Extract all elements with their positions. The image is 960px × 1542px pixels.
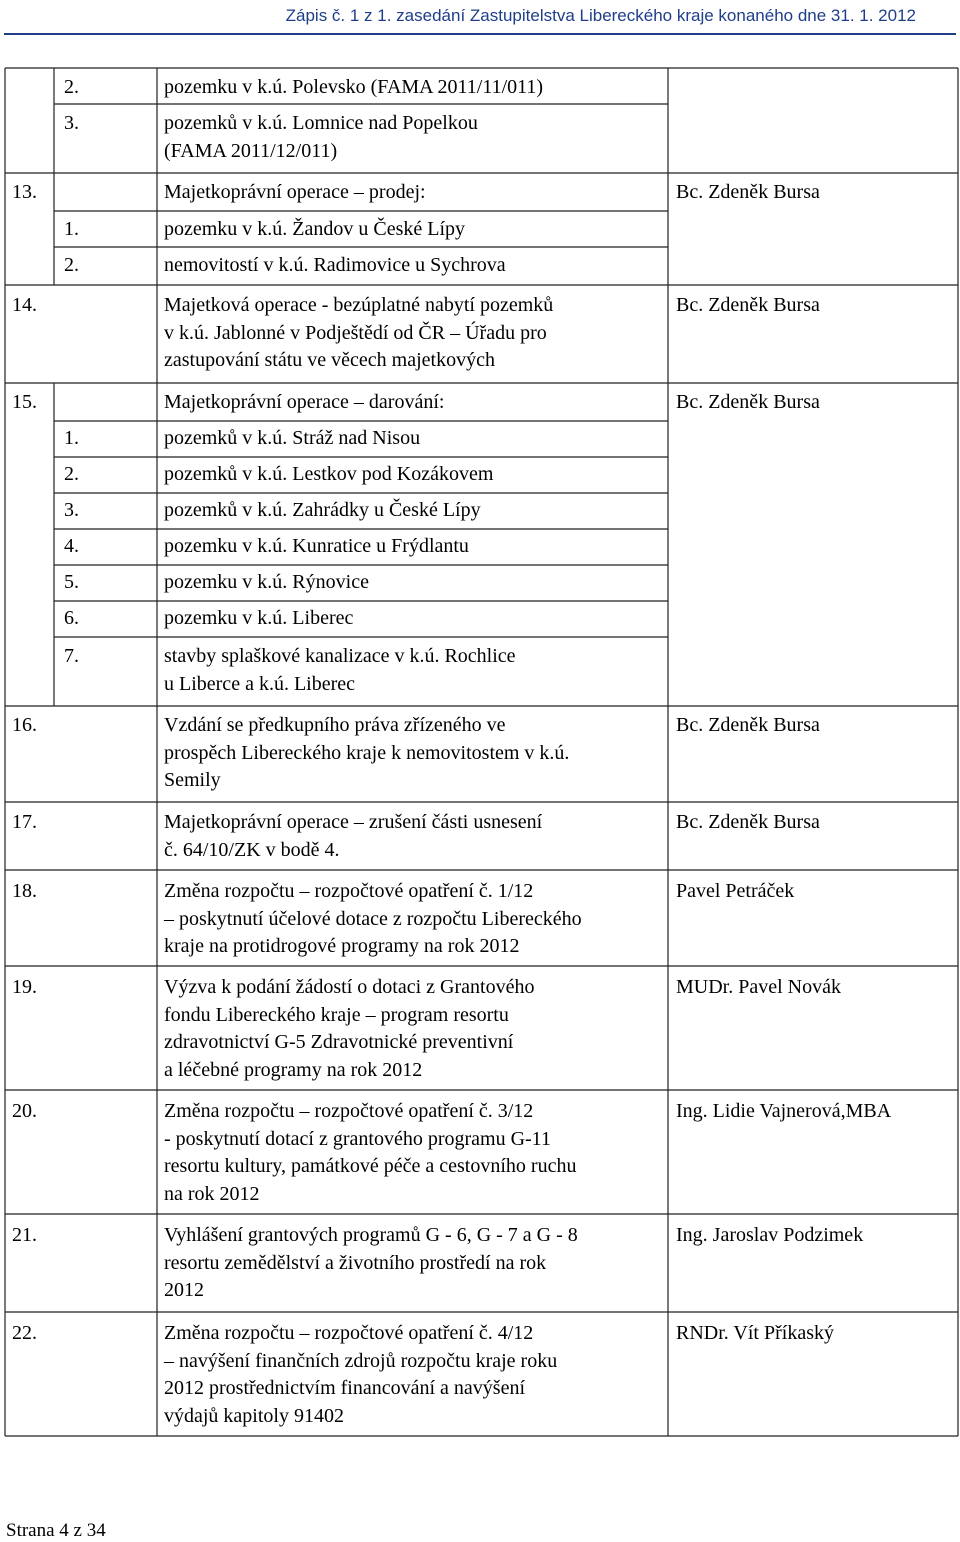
sub-item-number: 5. xyxy=(64,571,79,593)
agenda-text-line: Vzdání se předkupního práva zřízeného ve xyxy=(164,714,506,736)
item-number: 18. xyxy=(12,880,37,902)
agenda-text-line: v k.ú. Jablonné v Podještědí od ČR – Úřadu pro xyxy=(164,321,547,344)
agenda-text-line: resortu zemědělství a životního prostředí na rok xyxy=(164,1251,547,1274)
item-number: 21. xyxy=(12,1224,37,1246)
agenda-text-line: 2012 xyxy=(164,1279,204,1301)
agenda-text-line: pozemků v k.ú. Stráž nad Nisou xyxy=(164,427,421,449)
agenda-text-line: Vyhlášení grantových programů G - 6, G - 7 a G - 8 xyxy=(164,1224,578,1246)
header-rule xyxy=(4,33,956,35)
presenter-name: MUDr. Pavel Novák xyxy=(676,976,841,998)
sub-item-number: 2. xyxy=(64,76,79,98)
agenda-text-line: nemovitostí v k.ú. Radimovice u Sychrova xyxy=(164,254,506,276)
agenda-text-line: – poskytnutí účelové dotace z rozpočtu Libereckého xyxy=(164,907,582,930)
item-number: 20. xyxy=(12,1100,37,1122)
agenda-text-line: a léčebné programy na rok 2012 xyxy=(164,1058,423,1081)
agenda-text-line: Změna rozpočtu – rozpočtové opatření č. 3/12 xyxy=(164,1100,534,1122)
agenda-text-line: pozemku v k.ú. Žandov u České Lípy xyxy=(164,218,466,240)
agenda-text-line: kraje na protidrogové programy na rok 2012 xyxy=(164,935,520,957)
agenda-text-line: Změna rozpočtu – rozpočtové opatření č. 1/12 xyxy=(164,880,534,902)
sub-item-number: 3. xyxy=(64,499,79,521)
presenter-name: Pavel Petráček xyxy=(676,880,795,902)
agenda-text-line: Výzva k podání žádostí o dotaci z Grantového xyxy=(164,976,535,998)
item-number: 22. xyxy=(12,1322,37,1344)
item-number: 13. xyxy=(12,181,37,203)
agenda-text-line: pozemků v k.ú. Zahrádky u České Lípy xyxy=(164,499,481,521)
sub-item-number: 3. xyxy=(64,112,79,134)
sub-item-number: 7. xyxy=(64,645,79,667)
sub-item-number: 1. xyxy=(64,427,79,449)
agenda-text-line: Majetkoprávní operace – zrušení části usnesení xyxy=(164,811,543,833)
agenda-text-line: č. 64/10/ZK v bodě 4. xyxy=(164,838,340,861)
item-number: 14. xyxy=(12,294,37,316)
page-number: Strana 4 z 34 xyxy=(6,1520,106,1541)
agenda-text-line: resortu kultury, památkové péče a cestovního ruchu xyxy=(164,1155,577,1177)
item-number: 17. xyxy=(12,811,37,833)
agenda-text-line: 2012 prostřednictvím financování a navýšení xyxy=(164,1377,526,1399)
agenda-text-line: zdravotnictví G-5 Zdravotnické preventivní xyxy=(164,1031,514,1053)
agenda-text-line: - poskytnutí dotací z grantového programu G-11 xyxy=(164,1127,551,1150)
presenter-name: Bc. Zdeněk Bursa xyxy=(676,181,820,203)
agenda-text-line: pozemku v k.ú. Kunratice u Frýdlantu xyxy=(164,535,469,557)
agenda-text-line: u Liberce a k.ú. Liberec xyxy=(164,672,356,695)
agenda-text-line: zastupování státu ve věcech majetkových xyxy=(164,349,495,371)
document-title: Zápis č. 1 z 1. zasedání Zastupitelstva Libereckého kraje konaného dne 31. 1. 2012 xyxy=(285,6,916,25)
agenda-text-line: (FAMA 2011/12/011) xyxy=(164,139,338,162)
presenter-name: Bc. Zdeněk Bursa xyxy=(676,714,820,736)
sub-item-number: 2. xyxy=(64,254,79,276)
agenda-text-line: pozemků v k.ú. Lestkov pod Kozákovem xyxy=(164,463,494,485)
agenda-text-line: pozemku v k.ú. Polevsko (FAMA 2011/11/011) xyxy=(164,76,544,98)
item-number: 15. xyxy=(12,391,37,413)
item-number: 19. xyxy=(12,976,37,998)
item-number: 16. xyxy=(12,714,37,736)
presenter-name: Bc. Zdeněk Bursa xyxy=(676,391,820,413)
agenda-text-line: Majetkoprávní operace – darování: xyxy=(164,391,445,413)
agenda-text-line: pozemku v k.ú. Liberec xyxy=(164,607,354,629)
presenter-name: Bc. Zdeněk Bursa xyxy=(676,811,820,833)
presenter-name: Ing. Jaroslav Podzimek xyxy=(676,1224,864,1246)
agenda-text-line: pozemku v k.ú. Rýnovice xyxy=(164,571,369,593)
agenda-text-line: fondu Libereckého kraje – program resortu xyxy=(164,1003,509,1026)
agenda-text-line: prospěch Libereckého kraje k nemovitostem v k.ú. xyxy=(164,741,570,764)
sub-item-number: 1. xyxy=(64,218,79,240)
presenter-name: Ing. Lidie Vajnerová,MBA xyxy=(676,1100,892,1122)
sub-item-number: 4. xyxy=(64,535,79,557)
presenter-name: RNDr. Vít Příkaský xyxy=(676,1322,834,1344)
agenda-text-line: stavby splaškové kanalizace v k.ú. Rochlice xyxy=(164,645,516,667)
agenda-text-line: výdajů kapitoly 91402 xyxy=(164,1404,344,1427)
agenda-text-line: – navýšení finančních zdrojů rozpočtu kraje roku xyxy=(164,1349,558,1372)
page-header xyxy=(0,0,960,36)
agenda-text-line: Majetkoprávní operace – prodej: xyxy=(164,181,426,203)
agenda-text-line: Semily xyxy=(164,769,221,791)
agenda-text-line: na rok 2012 xyxy=(164,1182,260,1205)
agenda-text-line: pozemků v k.ú. Lomnice nad Popelkou xyxy=(164,112,478,134)
agenda-text-line: Majetková operace - bezúplatné nabytí pozemků xyxy=(164,294,554,316)
sub-item-number: 6. xyxy=(64,607,79,629)
presenter-name: Bc. Zdeněk Bursa xyxy=(676,294,820,316)
sub-item-number: 2. xyxy=(64,463,79,485)
agenda-text-line: Změna rozpočtu – rozpočtové opatření č. 4/12 xyxy=(164,1322,534,1344)
